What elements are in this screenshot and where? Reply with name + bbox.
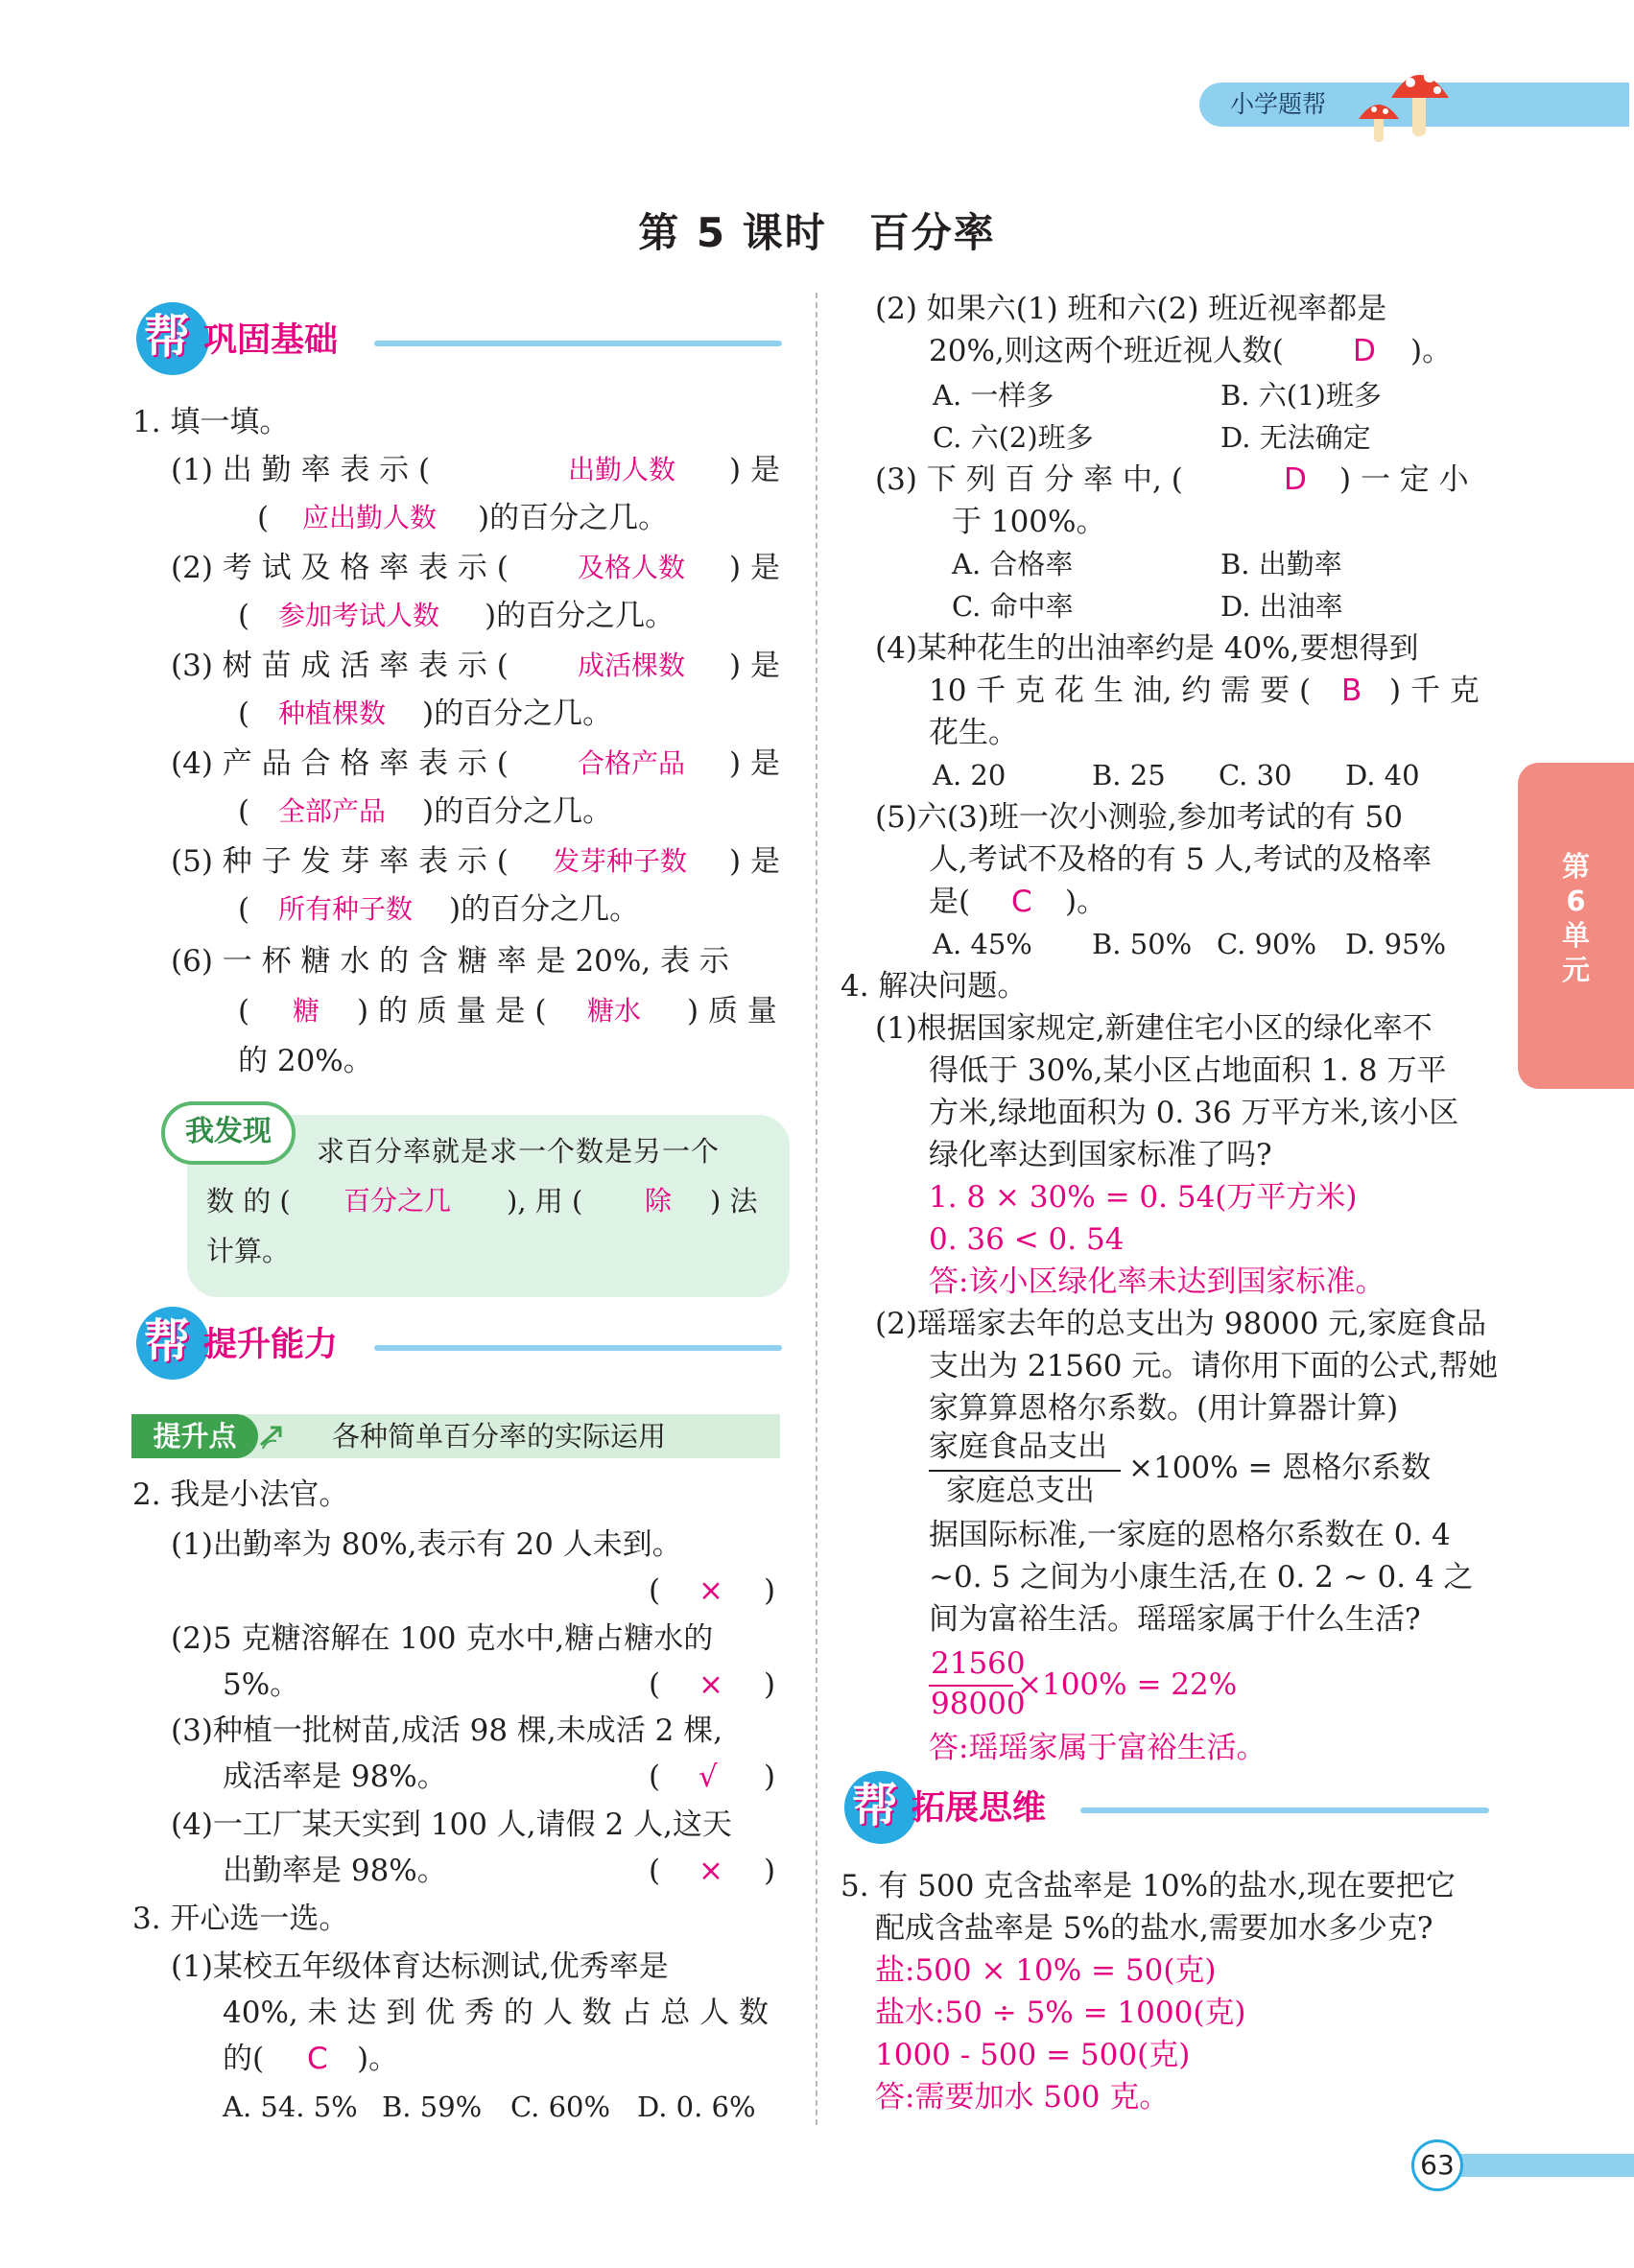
section-title-extend: 拓展思维 — [912, 1789, 1047, 1828]
answer-numerator: 21560 — [931, 1646, 1026, 1681]
keypoint-badge: 提升点 — [131, 1414, 258, 1458]
mushroom-icon — [1353, 56, 1458, 148]
section-icon: 帮 — [844, 1771, 917, 1844]
discover-line3: 计算。 — [206, 1235, 291, 1267]
section-title-basic: 巩固基础 — [203, 321, 339, 360]
question-title: 3. 开心选一选。 — [132, 1902, 349, 1936]
discover-line2c: ) 法 — [710, 1185, 758, 1217]
formula-denominator: 家庭总支出 — [946, 1474, 1095, 1508]
discover-line2b: ), 用 ( — [507, 1185, 583, 1217]
section-rule — [374, 341, 782, 346]
arrow-icon — [257, 1420, 297, 1453]
discover-badge: 我发现 — [161, 1101, 296, 1165]
unit-tab-label: 第6单元 — [1561, 850, 1590, 986]
section-icon: 帮 — [136, 1307, 209, 1380]
page-number: 63 — [1411, 2139, 1463, 2191]
column-divider — [816, 293, 817, 2125]
answer-denominator: 98000 — [931, 1687, 1026, 1721]
discover-line2a: 数 的 ( — [206, 1185, 291, 1217]
discover-answer-2: 除 — [645, 1185, 673, 1217]
question-title: 4. 解决问题。 — [841, 969, 1028, 1004]
page-title: 第 5 课时 百分率 — [638, 209, 996, 256]
section-rule — [374, 1345, 782, 1351]
formula-rest: ×100% = 恩格尔系数 — [1128, 1451, 1432, 1485]
discover-answer-1: 百分之几 — [343, 1185, 452, 1217]
discover-line1: 求百分率就是求一个数是另一个 — [317, 1135, 721, 1168]
section-icon: 帮 — [136, 302, 209, 375]
keypoint-text: 各种简单百分率的实际运用 — [332, 1420, 667, 1453]
answer-rest: ×100% = 22% — [1017, 1667, 1238, 1702]
section-rule — [1080, 1807, 1489, 1813]
question-title: 2. 我是小法官。 — [132, 1477, 349, 1512]
formula-numerator: 家庭食品支出 — [929, 1429, 1107, 1464]
section-title-improve: 提升能力 — [203, 1326, 339, 1364]
question-title: 1. 填一填。 — [132, 405, 290, 439]
brand-label: 小学题帮 — [1230, 90, 1327, 118]
